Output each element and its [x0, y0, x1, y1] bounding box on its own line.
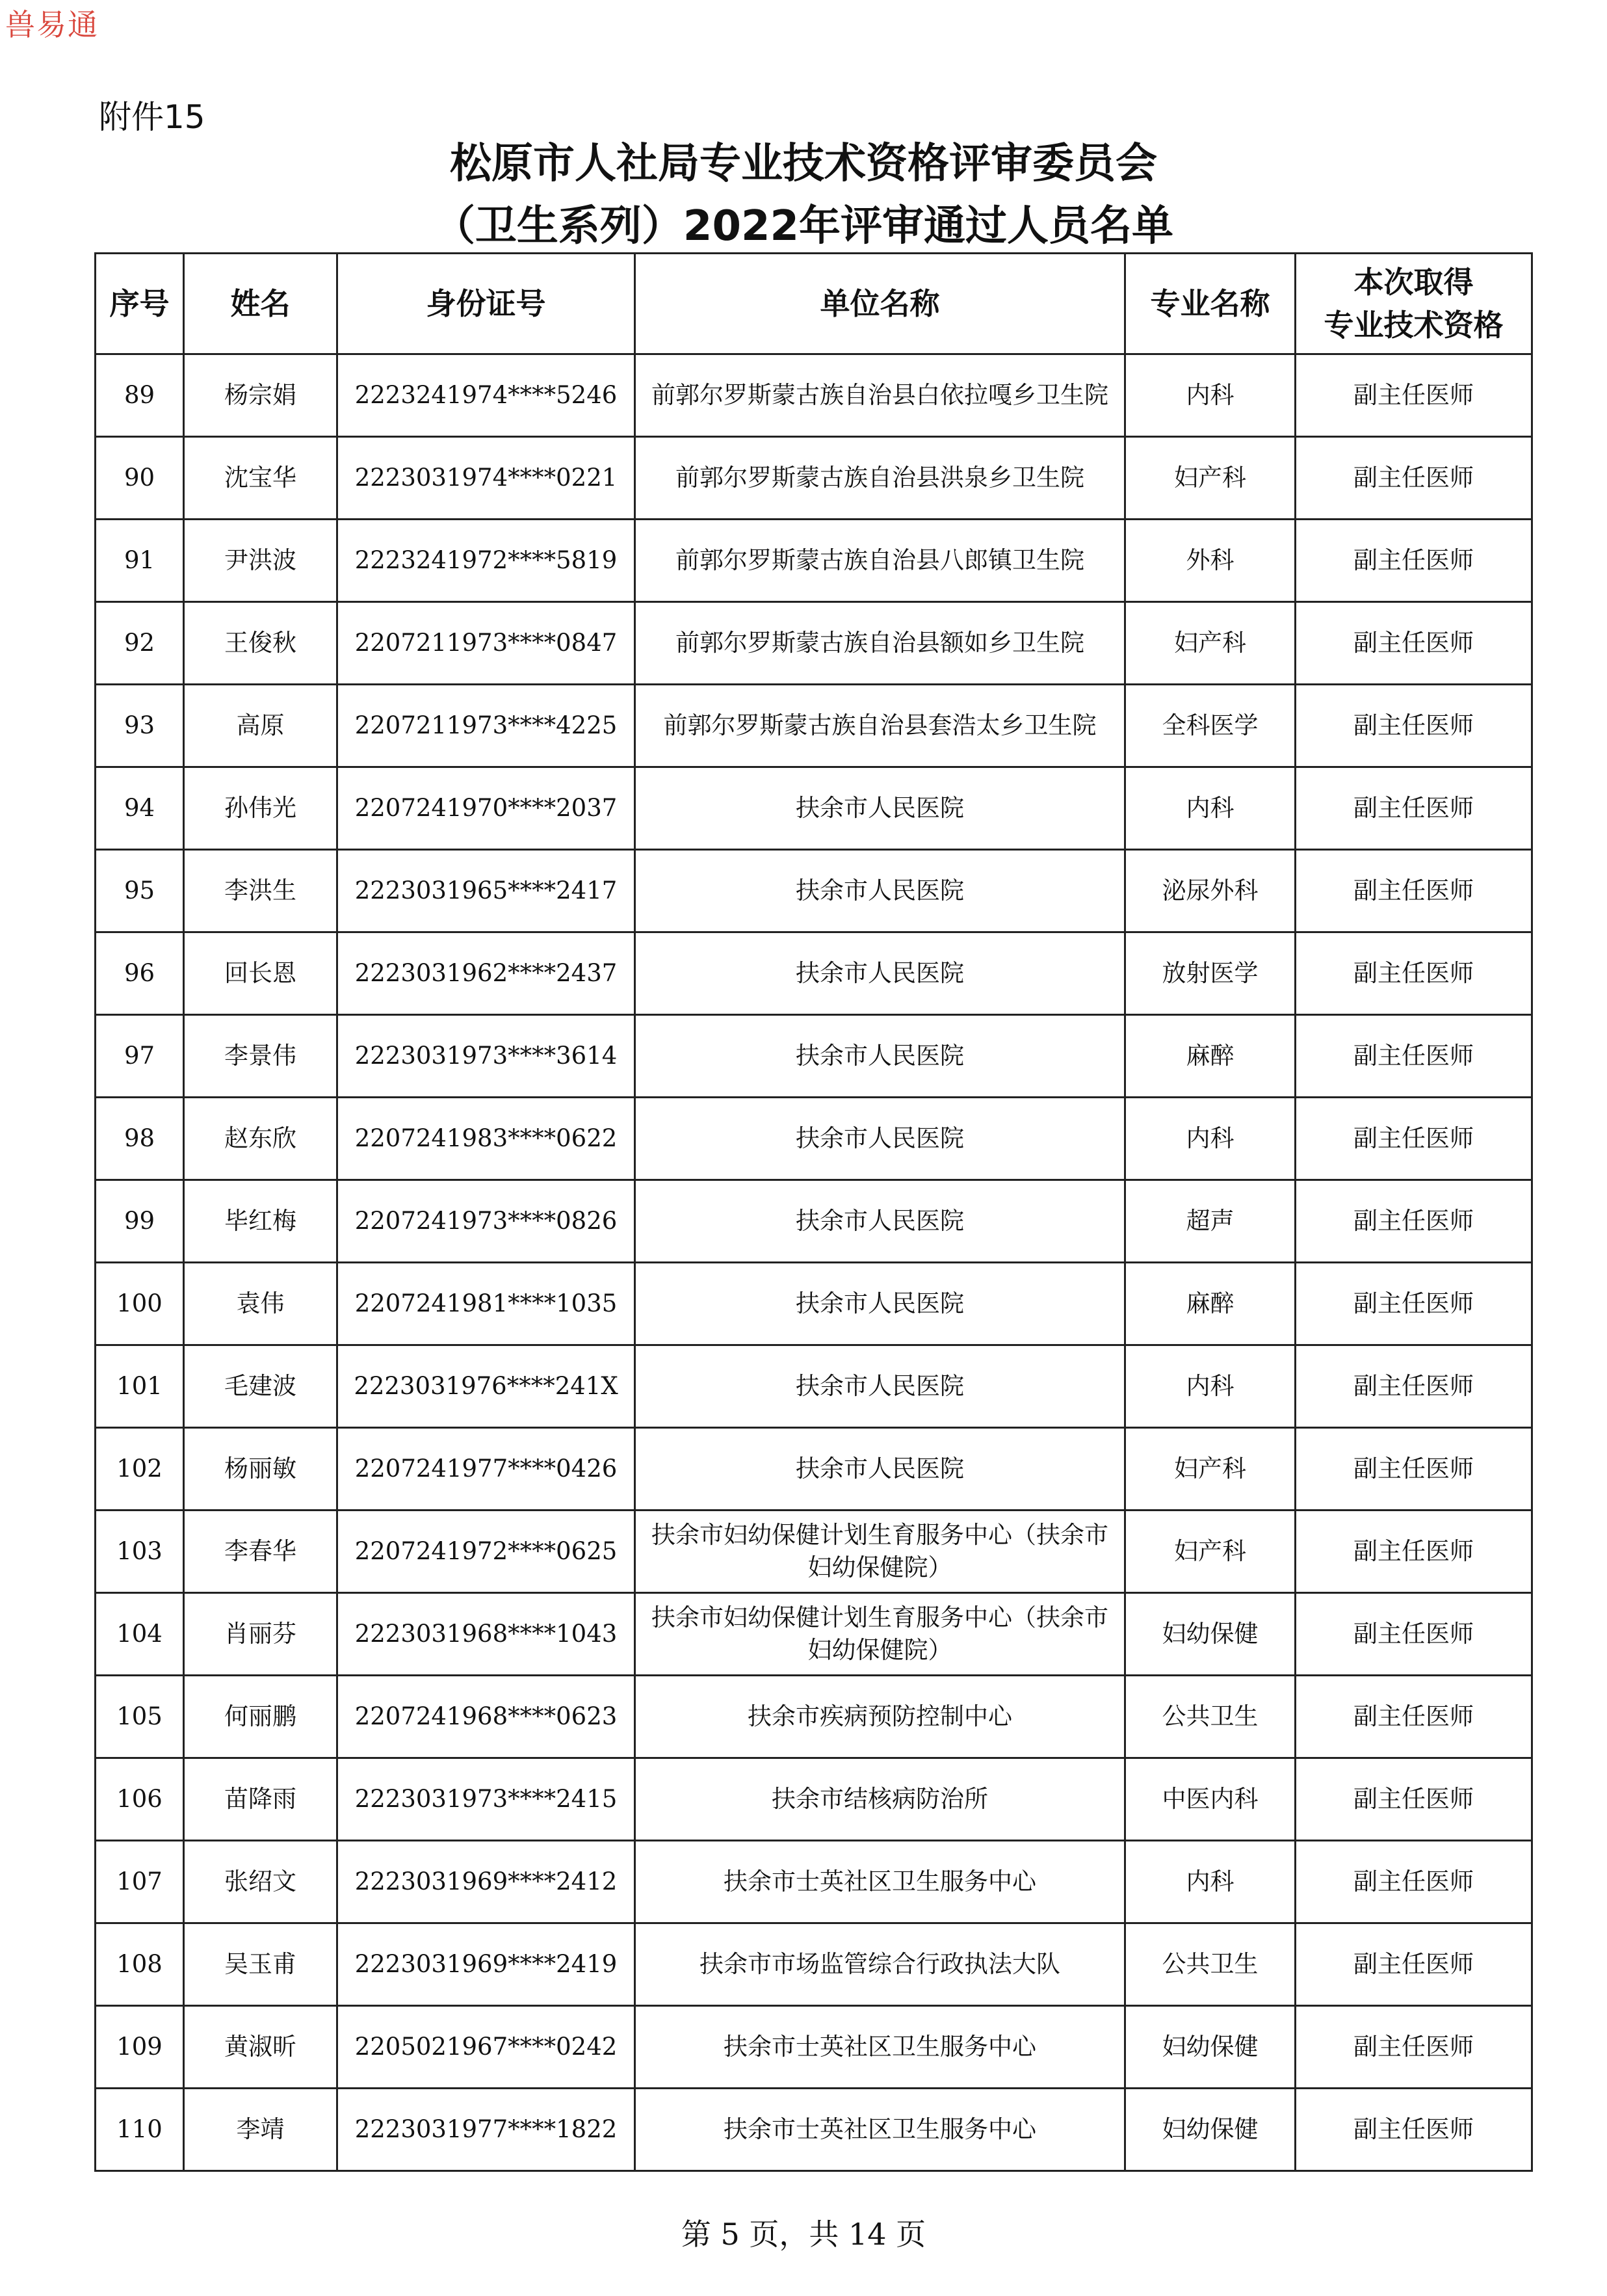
- cell-major: 麻醉: [1125, 1015, 1296, 1098]
- cell-name: 李景伟: [184, 1015, 337, 1098]
- cell-major: 妇产科: [1125, 1511, 1296, 1593]
- cell-major: 妇产科: [1125, 437, 1296, 520]
- cell-unit: 扶余市士英社区卫生服务中心: [635, 1841, 1125, 1923]
- cell-unit: 扶余市人民医院: [635, 1180, 1125, 1263]
- cell-seq: 110: [96, 2089, 184, 2171]
- table-row: [96, 932, 1532, 1015]
- cell-major: 公共卫生: [1125, 1923, 1296, 2006]
- cell-major: 泌尿外科: [1125, 850, 1296, 932]
- cell-id-number: 2207211973****4225: [337, 685, 635, 767]
- cell-seq: 92: [96, 602, 184, 685]
- cell-unit: 扶余市市场监管综合行政执法大队: [635, 1923, 1125, 2006]
- cell-id-number: 2223031977****1822: [337, 2089, 635, 2171]
- cell-name: 王俊秋: [184, 602, 337, 685]
- cell-id-number: 2223031974****0221: [337, 437, 635, 520]
- cell-name: 黄淑昕: [184, 2006, 337, 2089]
- cell-unit: 扶余市士英社区卫生服务中心: [635, 2006, 1125, 2089]
- cell-unit: 扶余市人民医院: [635, 767, 1125, 850]
- cell-unit: 扶余市人民医院: [635, 1428, 1125, 1511]
- cell-major: 超声: [1125, 1180, 1296, 1263]
- cell-name: 高原: [184, 685, 337, 767]
- table-row: [96, 437, 1532, 520]
- cell-id-number: 2207241968****0623: [337, 1676, 635, 1758]
- header-unit: 单位名称: [635, 254, 1125, 354]
- roster-table: [94, 252, 1533, 2172]
- cell-name: 尹洪波: [184, 520, 337, 602]
- cell-unit: 扶余市妇幼保健计划生育服务中心（扶余市妇幼保健院）: [635, 1511, 1125, 1593]
- cell-id-number: 2207211973****0847: [337, 602, 635, 685]
- cell-qualification: 副主任医师: [1296, 1098, 1532, 1180]
- cell-seq: 99: [96, 1180, 184, 1263]
- cell-id-number: 2223241974****5246: [337, 354, 635, 437]
- cell-qualification: 副主任医师: [1296, 932, 1532, 1015]
- cell-qualification: 副主任医师: [1296, 1593, 1532, 1676]
- cell-qualification: 副主任医师: [1296, 437, 1532, 520]
- table-row: [96, 685, 1532, 767]
- cell-name: 何丽鹏: [184, 1676, 337, 1758]
- cell-qualification: 副主任医师: [1296, 1758, 1532, 1841]
- cell-qualification: 副主任医师: [1296, 354, 1532, 437]
- table-row: [96, 1511, 1532, 1593]
- cell-major: 妇幼保健: [1125, 1593, 1296, 1676]
- cell-id-number: 2207241983****0622: [337, 1098, 635, 1180]
- cell-name: 吴玉甫: [184, 1923, 337, 2006]
- table-row: [96, 2006, 1532, 2089]
- table-row: [96, 1098, 1532, 1180]
- cell-major: 公共卫生: [1125, 1676, 1296, 1758]
- cell-seq: 90: [96, 437, 184, 520]
- table-row: [96, 1593, 1532, 1676]
- cell-seq: 93: [96, 685, 184, 767]
- header-id: 身份证号: [337, 254, 635, 354]
- cell-qualification: 副主任医师: [1296, 1180, 1532, 1263]
- header-qualification: [1296, 254, 1532, 354]
- cell-name: 赵东欣: [184, 1098, 337, 1180]
- cell-seq: 106: [96, 1758, 184, 1841]
- cell-name: 杨宗娟: [184, 354, 337, 437]
- cell-name: 肖丽芬: [184, 1593, 337, 1676]
- header-name: 姓名: [184, 254, 337, 354]
- cell-major: 内科: [1125, 1841, 1296, 1923]
- cell-seq: 97: [96, 1015, 184, 1098]
- table-row: [96, 767, 1532, 850]
- cell-name: 李洪生: [184, 850, 337, 932]
- table-row: [96, 2089, 1532, 2171]
- cell-major: 内科: [1125, 1345, 1296, 1428]
- header-major: 专业名称: [1125, 254, 1296, 354]
- cell-id-number: 2223031973****2415: [337, 1758, 635, 1841]
- cell-unit: 前郭尔罗斯蒙古族自治县八郎镇卫生院: [635, 520, 1125, 602]
- header-qualification-line1: 本次取得: [1353, 265, 1474, 300]
- table-row: [96, 1428, 1532, 1511]
- header-seq: 序号: [96, 254, 184, 354]
- cell-qualification: 副主任医师: [1296, 520, 1532, 602]
- document-title-line1: 松原市人社局专业技术资格评审委员会: [450, 140, 1157, 188]
- cell-qualification: 副主任医师: [1296, 685, 1532, 767]
- cell-unit: 前郭尔罗斯蒙古族自治县白依拉嘎乡卫生院: [635, 354, 1125, 437]
- document-title-line2: （卫生系列）2022年评审通过人员名单: [433, 202, 1174, 250]
- table-row: [96, 520, 1532, 602]
- cell-major: 妇产科: [1125, 1428, 1296, 1511]
- cell-seq: 102: [96, 1428, 184, 1511]
- table-row: [96, 354, 1532, 437]
- cell-qualification: 副主任医师: [1296, 850, 1532, 932]
- cell-seq: 101: [96, 1345, 184, 1428]
- cell-seq: 105: [96, 1676, 184, 1758]
- cell-name: 毛建波: [184, 1345, 337, 1428]
- cell-seq: 109: [96, 2006, 184, 2089]
- cell-qualification: 副主任医师: [1296, 1923, 1532, 2006]
- table-row: [96, 1923, 1532, 2006]
- cell-unit: 扶余市人民医院: [635, 1015, 1125, 1098]
- cell-major: 妇幼保健: [1125, 2089, 1296, 2171]
- attachment-label: 附件15: [99, 98, 205, 136]
- cell-unit: 扶余市士英社区卫生服务中心: [635, 2089, 1125, 2171]
- cell-id-number: 2207241977****0426: [337, 1428, 635, 1511]
- cell-name: 袁伟: [184, 1263, 337, 1345]
- cell-qualification: 副主任医师: [1296, 1263, 1532, 1345]
- cell-seq: 89: [96, 354, 184, 437]
- cell-seq: 108: [96, 1923, 184, 2006]
- cell-qualification: 副主任医师: [1296, 1345, 1532, 1428]
- cell-seq: 100: [96, 1263, 184, 1345]
- cell-unit: 扶余市人民医院: [635, 1345, 1125, 1428]
- cell-qualification: 副主任医师: [1296, 1015, 1532, 1098]
- cell-major: 放射医学: [1125, 932, 1296, 1015]
- cell-name: 李靖: [184, 2089, 337, 2171]
- cell-qualification: 副主任医师: [1296, 1841, 1532, 1923]
- watermark-text: 兽易通: [5, 7, 99, 42]
- cell-qualification: 副主任医师: [1296, 1428, 1532, 1511]
- cell-id-number: 2223031973****3614: [337, 1015, 635, 1098]
- roster-body: [96, 354, 1532, 2171]
- cell-unit: 前郭尔罗斯蒙古族自治县洪泉乡卫生院: [635, 437, 1125, 520]
- cell-unit: 扶余市疾病预防控制中心: [635, 1676, 1125, 1758]
- cell-seq: 94: [96, 767, 184, 850]
- cell-major: 内科: [1125, 1098, 1296, 1180]
- cell-major: 麻醉: [1125, 1263, 1296, 1345]
- cell-id-number: 2223031962****2437: [337, 932, 635, 1015]
- cell-major: 外科: [1125, 520, 1296, 602]
- cell-unit: 扶余市人民医院: [635, 850, 1125, 932]
- table-row: [96, 1345, 1532, 1428]
- cell-id-number: 2223031976****241X: [337, 1345, 635, 1428]
- table-row: [96, 1758, 1532, 1841]
- cell-qualification: 副主任医师: [1296, 2089, 1532, 2171]
- cell-qualification: 副主任医师: [1296, 2006, 1532, 2089]
- cell-major: 妇产科: [1125, 602, 1296, 685]
- cell-id-number: 2207241970****2037: [337, 767, 635, 850]
- cell-seq: 96: [96, 932, 184, 1015]
- cell-seq: 104: [96, 1593, 184, 1676]
- cell-name: 张绍文: [184, 1841, 337, 1923]
- cell-qualification: 副主任医师: [1296, 767, 1532, 850]
- cell-id-number: 2223031965****2417: [337, 850, 635, 932]
- cell-unit: 扶余市人民医院: [635, 1263, 1125, 1345]
- table-row: [96, 1676, 1532, 1758]
- cell-seq: 95: [96, 850, 184, 932]
- cell-major: 中医内科: [1125, 1758, 1296, 1841]
- cell-unit: 扶余市妇幼保健计划生育服务中心（扶余市妇幼保健院）: [635, 1593, 1125, 1676]
- cell-name: 李春华: [184, 1511, 337, 1593]
- cell-name: 孙伟光: [184, 767, 337, 850]
- header-qualification-line2: 专业技术资格: [1324, 308, 1504, 343]
- cell-id-number: 2205021967****0242: [337, 2006, 635, 2089]
- table-row: [96, 1841, 1532, 1923]
- cell-qualification: 副主任医师: [1296, 1511, 1532, 1593]
- cell-name: 沈宝华: [184, 437, 337, 520]
- table-header-row: [96, 254, 1532, 354]
- cell-name: 杨丽敏: [184, 1428, 337, 1511]
- cell-id-number: 2223031969****2419: [337, 1923, 635, 2006]
- cell-id-number: 2223031969****2412: [337, 1841, 635, 1923]
- cell-unit: 扶余市人民医院: [635, 932, 1125, 1015]
- cell-seq: 98: [96, 1098, 184, 1180]
- page-number: 第 5 页，共 14 页: [681, 2217, 926, 2252]
- table-row: [96, 850, 1532, 932]
- table-row: [96, 1180, 1532, 1263]
- cell-seq: 103: [96, 1511, 184, 1593]
- cell-major: 内科: [1125, 354, 1296, 437]
- table-row: [96, 1015, 1532, 1098]
- cell-seq: 91: [96, 520, 184, 602]
- cell-major: 内科: [1125, 767, 1296, 850]
- cell-id-number: 2207241973****0826: [337, 1180, 635, 1263]
- cell-name: 苗降雨: [184, 1758, 337, 1841]
- cell-qualification: 副主任医师: [1296, 1676, 1532, 1758]
- cell-major: 妇幼保健: [1125, 2006, 1296, 2089]
- cell-id-number: 2223241972****5819: [337, 520, 635, 602]
- cell-unit: 前郭尔罗斯蒙古族自治县额如乡卫生院: [635, 602, 1125, 685]
- cell-unit: 扶余市人民医院: [635, 1098, 1125, 1180]
- cell-name: 毕红梅: [184, 1180, 337, 1263]
- cell-seq: 107: [96, 1841, 184, 1923]
- table-row: [96, 1263, 1532, 1345]
- cell-unit: 扶余市结核病防治所: [635, 1758, 1125, 1841]
- cell-id-number: 2207241981****1035: [337, 1263, 635, 1345]
- table-row: [96, 602, 1532, 685]
- cell-id-number: 2223031968****1043: [337, 1593, 635, 1676]
- cell-id-number: 2207241972****0625: [337, 1511, 635, 1593]
- cell-major: 全科医学: [1125, 685, 1296, 767]
- cell-name: 回长恩: [184, 932, 337, 1015]
- cell-qualification: 副主任医师: [1296, 602, 1532, 685]
- cell-unit: 前郭尔罗斯蒙古族自治县套浩太乡卫生院: [635, 685, 1125, 767]
